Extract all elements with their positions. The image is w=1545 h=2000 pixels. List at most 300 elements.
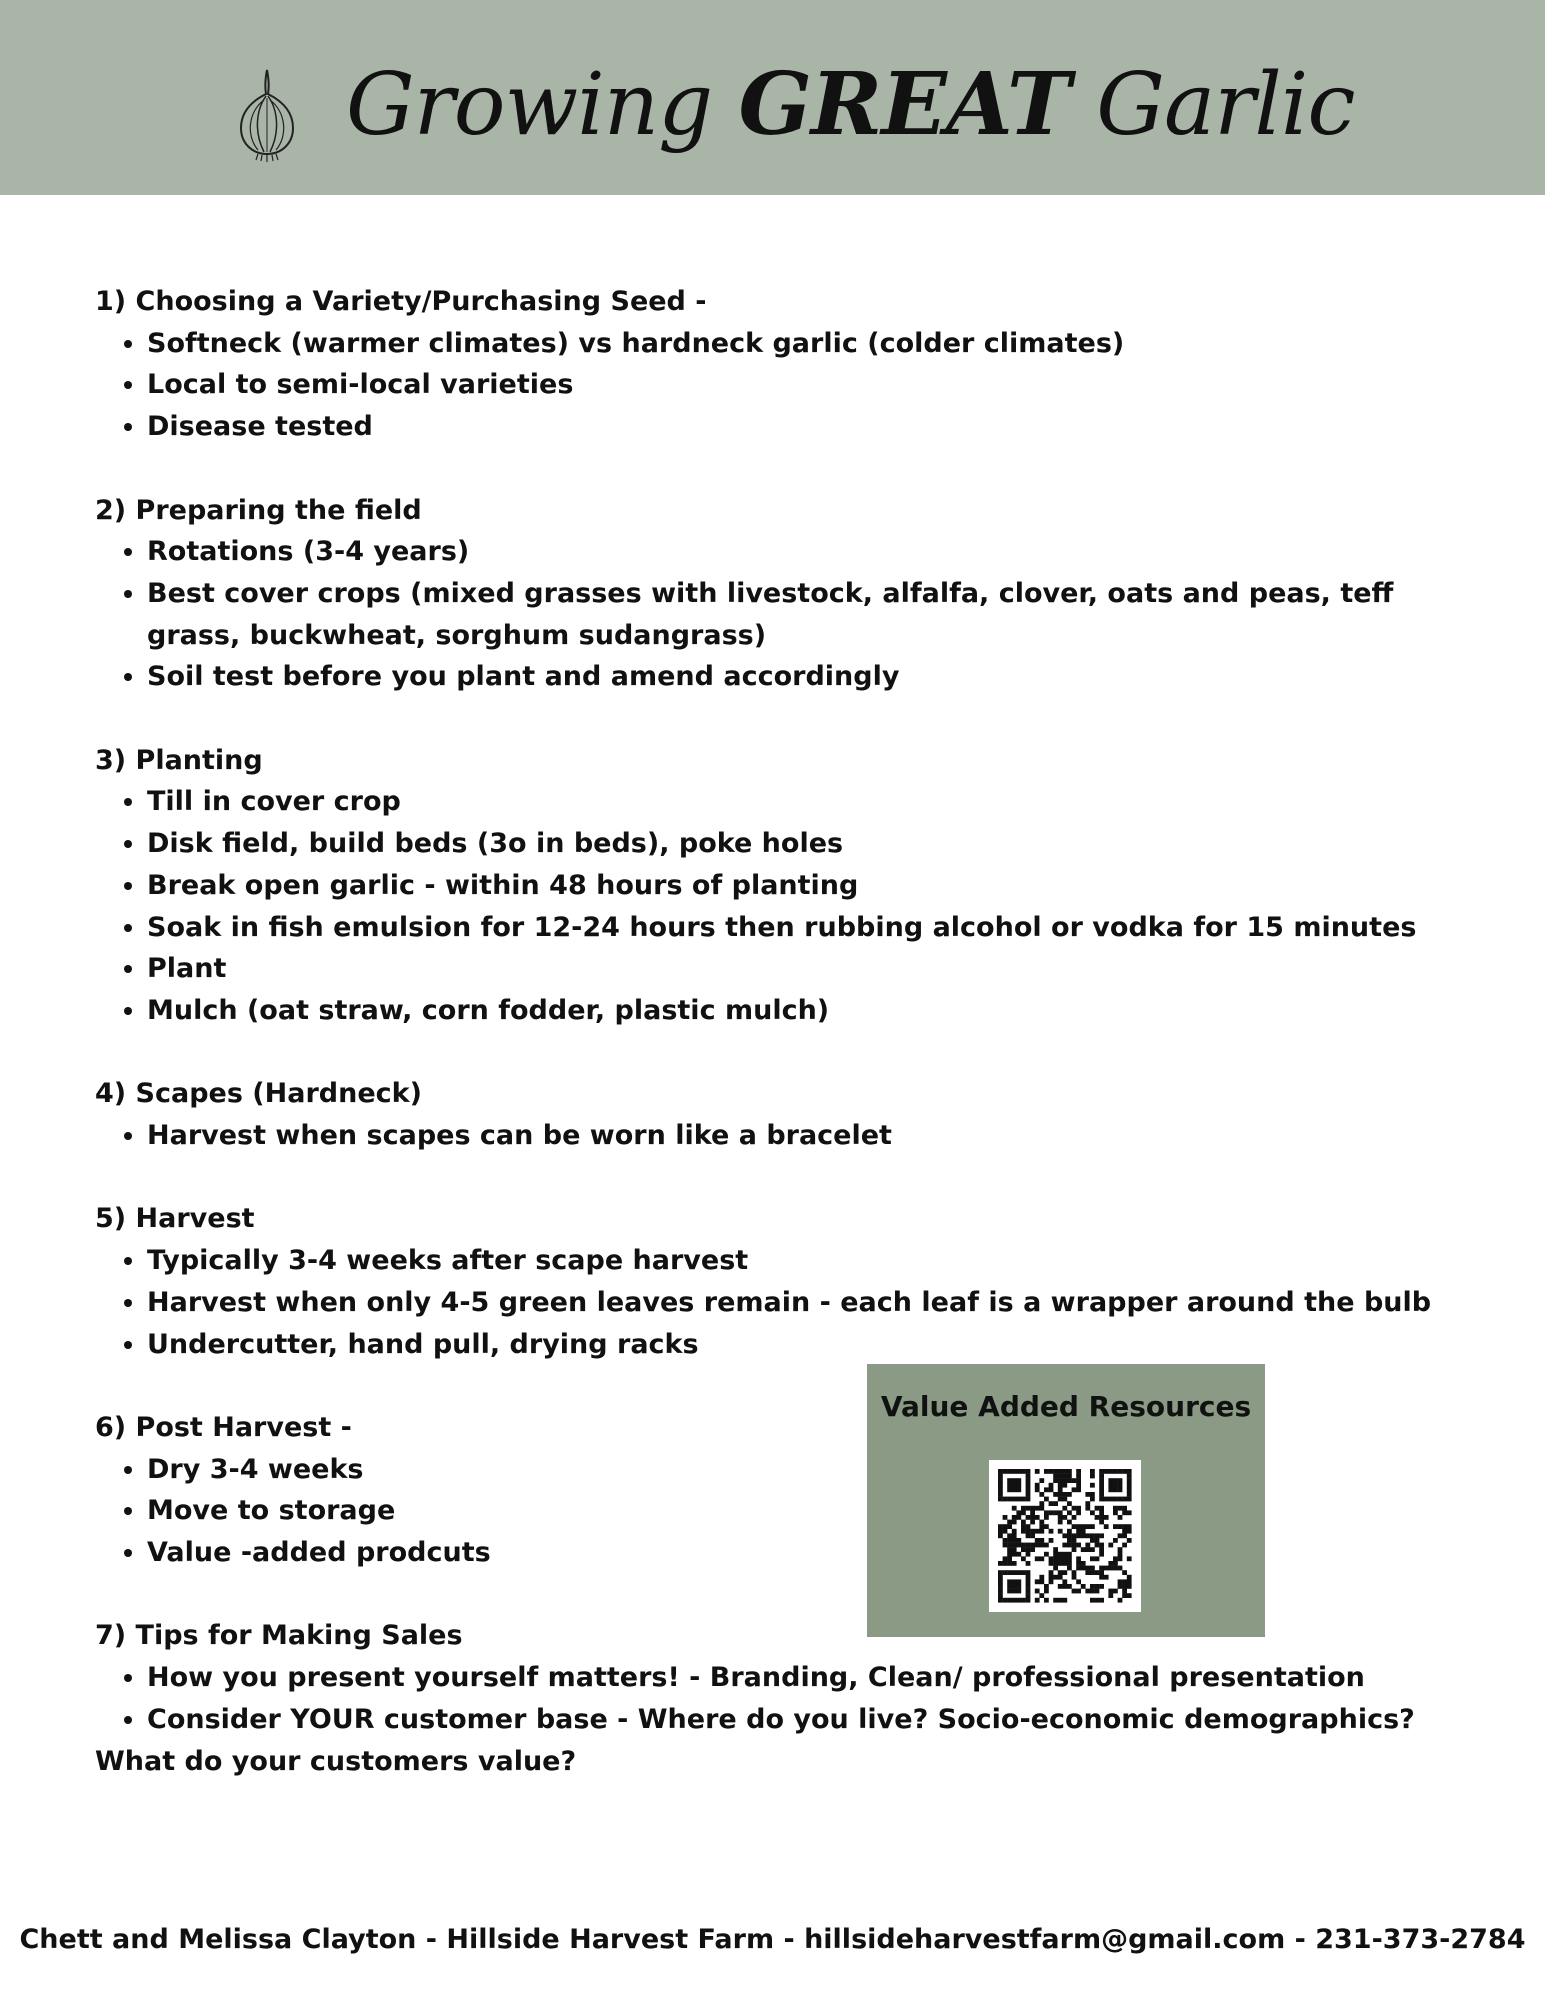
qr-module	[1044, 1515, 1049, 1520]
qr-module	[1127, 1469, 1132, 1474]
qr-module	[1003, 1497, 1008, 1502]
qr-module	[1090, 1492, 1095, 1497]
qr-module	[1012, 1543, 1017, 1548]
qr-module	[1026, 1474, 1031, 1479]
qr-module	[998, 1575, 1003, 1580]
qr-module	[1021, 1510, 1026, 1515]
qr-module	[1021, 1570, 1026, 1575]
qr-module	[1072, 1478, 1077, 1483]
list-item: • Till in cover crop	[147, 781, 1475, 823]
qr-module	[1085, 1492, 1090, 1497]
qr-module	[1118, 1552, 1123, 1557]
qr-module	[1003, 1529, 1008, 1534]
qr-module	[1007, 1552, 1012, 1557]
qr-module	[1099, 1515, 1104, 1520]
qr-module	[1113, 1506, 1118, 1511]
list-item: • Harvest when scapes can be worn like a bracelet	[147, 1115, 1475, 1157]
qr-module	[1081, 1533, 1086, 1538]
qr-module	[1127, 1492, 1132, 1497]
qr-module	[1090, 1524, 1095, 1529]
qr-module	[1044, 1552, 1049, 1557]
qr-module	[1076, 1543, 1081, 1548]
qr-module	[1012, 1561, 1017, 1566]
qr-module	[1049, 1483, 1054, 1488]
qr-module	[1113, 1487, 1118, 1492]
qr-module	[1007, 1547, 1012, 1552]
qr-module	[1007, 1533, 1012, 1538]
qr-module	[1076, 1469, 1081, 1474]
qr-module	[1076, 1529, 1081, 1534]
section-title: 7) Tips for Making Sales	[95, 1620, 463, 1652]
qr-module	[1021, 1524, 1026, 1529]
qr-module	[1003, 1570, 1008, 1575]
qr-module	[1090, 1566, 1095, 1571]
list-item: • Soak in fish emulsion for 12-24 hours then rubbing alcohol or vodka for 15 minutes	[147, 907, 1475, 949]
qr-module	[1053, 1575, 1058, 1580]
qr-module	[998, 1478, 1003, 1483]
qr-module	[1039, 1520, 1044, 1525]
qr-module	[1099, 1510, 1104, 1515]
qr-module	[1104, 1497, 1109, 1502]
bullet-list	[95, 1240, 1475, 1365]
qr-module	[1016, 1570, 1021, 1575]
qr-module	[1127, 1584, 1132, 1589]
qr-module	[1035, 1538, 1040, 1543]
qr-module	[1062, 1543, 1067, 1548]
qr-module	[1039, 1524, 1044, 1529]
qr-module	[1072, 1547, 1077, 1552]
qr-module	[1035, 1506, 1040, 1511]
main-content	[95, 281, 1475, 1824]
qr-module	[1058, 1570, 1063, 1575]
bullet-list	[95, 1115, 1475, 1157]
qr-module	[1049, 1487, 1054, 1492]
qr-module	[1090, 1483, 1095, 1488]
qr-module	[1039, 1593, 1044, 1598]
footer-contact: Chett and Melissa Clayton - Hillside Harvest Farm - hillsideharvestfarm@gmail.com - 231-373-2784	[19, 1924, 1526, 1955]
qr-module	[1108, 1543, 1113, 1548]
qr-module	[1049, 1538, 1054, 1543]
qr-module	[1127, 1483, 1132, 1488]
qr-module	[1118, 1533, 1123, 1538]
qr-module	[1035, 1589, 1040, 1594]
qr-module	[1026, 1561, 1031, 1566]
qr-module	[1049, 1469, 1054, 1474]
section-title: 6) Post Harvest -	[95, 1411, 352, 1443]
qr-module	[1007, 1538, 1012, 1543]
qr-module	[1085, 1501, 1090, 1506]
list-item: • Disk field, build beds (3o in beds), poke holes	[147, 823, 1475, 865]
qr-module	[1007, 1598, 1012, 1603]
qr-module	[1035, 1598, 1040, 1603]
section-title: 1) Choosing a Variety/Purchasing Seed -	[95, 286, 707, 317]
qr-module	[1012, 1533, 1017, 1538]
qr-module	[998, 1584, 1003, 1589]
qr-module	[1108, 1483, 1113, 1488]
qr-module	[1067, 1529, 1072, 1534]
list-item: • Rotations (3-4 years)	[147, 531, 1475, 573]
qr-module	[1076, 1561, 1081, 1566]
qr-module	[1099, 1547, 1104, 1552]
qr-module	[1030, 1547, 1035, 1552]
qr-module	[1127, 1478, 1132, 1483]
qr-module	[1118, 1478, 1123, 1483]
qr-module	[1072, 1487, 1077, 1492]
qr-module	[1090, 1556, 1095, 1561]
qr-module	[1108, 1593, 1113, 1598]
qr-module	[998, 1487, 1003, 1492]
section-scapes	[95, 1073, 1475, 1156]
qr-module	[1003, 1543, 1008, 1548]
qr-module	[1076, 1487, 1081, 1492]
qr-module	[1090, 1533, 1095, 1538]
qr-module	[1058, 1552, 1063, 1557]
qr-module	[1039, 1556, 1044, 1561]
qr-module	[1127, 1497, 1132, 1502]
qr-module	[1049, 1570, 1054, 1575]
qr-module	[1049, 1529, 1054, 1534]
qr-module	[1099, 1533, 1104, 1538]
qr-module	[1067, 1566, 1072, 1571]
qr-module	[1062, 1570, 1067, 1575]
header-banner	[0, 0, 1545, 195]
qr-module	[1122, 1497, 1127, 1502]
qr-module	[1007, 1584, 1012, 1589]
qr-module	[1039, 1478, 1044, 1483]
qr-module	[1012, 1552, 1017, 1557]
section-title: 5) Harvest	[95, 1203, 255, 1235]
qr-module	[1067, 1561, 1072, 1566]
qr-module	[1003, 1515, 1008, 1520]
qr-module	[1122, 1543, 1127, 1548]
qr-module	[1076, 1533, 1081, 1538]
qr-module	[1016, 1515, 1021, 1520]
qr-module	[1118, 1469, 1123, 1474]
qr-module	[1007, 1469, 1012, 1474]
qr-module	[1076, 1510, 1081, 1515]
qr-module	[1076, 1483, 1081, 1488]
qr-module	[1030, 1510, 1035, 1515]
qr-module	[1127, 1524, 1132, 1529]
qr-module	[1127, 1593, 1132, 1598]
qr-module	[1062, 1506, 1067, 1511]
qr-module	[1062, 1552, 1067, 1557]
qr-module	[998, 1497, 1003, 1502]
qr-module	[1003, 1469, 1008, 1474]
qr-module	[1039, 1579, 1044, 1584]
qr-module	[1118, 1497, 1123, 1502]
qr-module	[1012, 1487, 1017, 1492]
qr-module	[1058, 1497, 1063, 1502]
qr-module	[1072, 1570, 1077, 1575]
qr-module	[1127, 1529, 1132, 1534]
qr-module	[1067, 1543, 1072, 1548]
qr-module	[1104, 1575, 1109, 1580]
qr-module	[1095, 1543, 1100, 1548]
qr-module	[1044, 1497, 1049, 1502]
qr-module	[1099, 1483, 1104, 1488]
qr-module	[1062, 1492, 1067, 1497]
qr-module	[1104, 1566, 1109, 1571]
qr-module	[1053, 1561, 1058, 1566]
qr-module	[1053, 1556, 1058, 1561]
qr-module	[1044, 1469, 1049, 1474]
qr-module	[1099, 1478, 1104, 1483]
list-item: • Consider YOUR customer base - Where do you live? Socio-economic demographics?	[147, 1699, 1475, 1741]
qr-module	[1058, 1529, 1063, 1534]
qr-code-graphic	[989, 1460, 1141, 1612]
qr-module	[1118, 1566, 1123, 1571]
qr-module	[1095, 1556, 1100, 1561]
list-item: • Typically 3-4 weeks after scape harvest	[147, 1240, 1475, 1282]
qr-module	[1113, 1524, 1118, 1529]
qr-module	[1095, 1515, 1100, 1520]
qr-module	[1118, 1598, 1123, 1603]
qr-module	[1127, 1575, 1132, 1580]
qr-module	[1007, 1520, 1012, 1525]
qr-module	[1090, 1474, 1095, 1479]
qr-module	[1122, 1533, 1127, 1538]
title-part-growing: Growing	[346, 55, 739, 155]
qr-module	[1090, 1598, 1095, 1603]
qr-module	[1067, 1474, 1072, 1479]
list-item: • Plant	[147, 948, 1475, 990]
qr-module	[1099, 1570, 1104, 1575]
qr-module	[1007, 1524, 1012, 1529]
qr-module	[1118, 1524, 1123, 1529]
qr-module	[1108, 1497, 1113, 1502]
qr-module	[1118, 1556, 1123, 1561]
list-item: • Best cover crops (mixed grasses with livestock, alfalfa, clover, oats and peas, teff grass, buckwheat, sorghum sudangrass)	[147, 573, 1475, 656]
qr-module	[1067, 1533, 1072, 1538]
qr-module	[1026, 1487, 1031, 1492]
qr-module	[1127, 1579, 1132, 1584]
qr-module	[1090, 1589, 1095, 1594]
qr-module	[1090, 1497, 1095, 1502]
qr-module	[1044, 1543, 1049, 1548]
qr-module	[1021, 1556, 1026, 1561]
qr-module	[998, 1492, 1003, 1497]
qr-module	[1122, 1524, 1127, 1529]
qr-module	[1076, 1524, 1081, 1529]
qr-module	[1085, 1543, 1090, 1548]
qr-module	[1026, 1593, 1031, 1598]
qr-module	[1118, 1515, 1123, 1520]
qr-module	[1035, 1515, 1040, 1520]
qr-module	[1030, 1533, 1035, 1538]
qr-module	[1067, 1538, 1072, 1543]
qr-module	[1108, 1566, 1113, 1571]
qr-module	[1035, 1579, 1040, 1584]
qr-module	[1062, 1598, 1067, 1603]
qr-module	[1039, 1575, 1044, 1580]
list-item: • Local to semi-local varieties	[147, 364, 1475, 406]
qr-module	[998, 1529, 1003, 1534]
qr-module	[1016, 1598, 1021, 1603]
qr-module	[1007, 1497, 1012, 1502]
list-item: • Soil test before you plant and amend accordingly	[147, 656, 1475, 698]
title-part-great: GREAT	[738, 54, 1070, 155]
qr-module	[1049, 1575, 1054, 1580]
list-item: • Dry 3-4 weeks	[147, 1449, 1475, 1491]
qr-module	[998, 1598, 1003, 1603]
qr-module	[1058, 1483, 1063, 1488]
qr-module	[1007, 1579, 1012, 1584]
qr-module	[1012, 1506, 1017, 1511]
qr-module	[998, 1474, 1003, 1479]
qr-module	[1035, 1543, 1040, 1548]
qr-module	[1030, 1543, 1035, 1548]
qr-module	[1108, 1589, 1113, 1594]
qr-module	[1012, 1598, 1017, 1603]
qr-code-icon[interactable]	[989, 1460, 1141, 1612]
qr-module	[1053, 1510, 1058, 1515]
qr-module	[1058, 1598, 1063, 1603]
list-item: • How you present yourself matters! - Branding, Clean/ professional presentation	[147, 1657, 1475, 1699]
qr-module	[1076, 1566, 1081, 1571]
qr-module	[1127, 1556, 1132, 1561]
list-item: • Move to storage	[147, 1490, 1475, 1532]
qr-module	[1016, 1552, 1021, 1557]
list-item: • Mulch (oat straw, corn fodder, plastic mulch)	[147, 990, 1475, 1032]
qr-module	[1122, 1584, 1127, 1589]
qr-module	[1113, 1478, 1118, 1483]
title-part-garlic: Garlic	[1069, 55, 1355, 155]
qr-module	[1026, 1506, 1031, 1511]
qr-module	[1053, 1469, 1058, 1474]
qr-module	[998, 1579, 1003, 1584]
qr-module	[1099, 1543, 1104, 1548]
garlic-icon	[236, 66, 298, 162]
qr-module	[1085, 1570, 1090, 1575]
qr-module	[1016, 1543, 1021, 1548]
qr-module	[1104, 1515, 1109, 1520]
qr-module	[1016, 1584, 1021, 1589]
qr-module	[1016, 1497, 1021, 1502]
qr-module	[1026, 1543, 1031, 1548]
qr-module	[1090, 1469, 1095, 1474]
qr-module	[1026, 1589, 1031, 1594]
qr-module	[1021, 1598, 1026, 1603]
qr-module	[1058, 1474, 1063, 1479]
qr-module	[1095, 1598, 1100, 1603]
qr-module	[1062, 1561, 1067, 1566]
qr-module	[1081, 1547, 1086, 1552]
qr-module	[1026, 1598, 1031, 1603]
qr-module	[1099, 1598, 1104, 1603]
qr-module	[1062, 1474, 1067, 1479]
qr-module	[1021, 1469, 1026, 1474]
qr-module	[1099, 1520, 1104, 1525]
section-planting	[95, 740, 1475, 1032]
qr-module	[1016, 1487, 1021, 1492]
qr-module	[1085, 1506, 1090, 1511]
qr-module	[1039, 1492, 1044, 1497]
qr-module	[1003, 1556, 1008, 1561]
qr-module	[1067, 1552, 1072, 1557]
qr-module	[1113, 1510, 1118, 1515]
bullet-list	[95, 781, 1475, 1031]
qr-module	[1007, 1570, 1012, 1575]
qr-module	[1026, 1524, 1031, 1529]
qr-module	[1053, 1552, 1058, 1557]
qr-module	[1058, 1520, 1063, 1525]
bullet-list	[95, 1657, 1475, 1740]
qr-module	[1012, 1515, 1017, 1520]
qr-module	[1026, 1492, 1031, 1497]
qr-module	[1118, 1584, 1123, 1589]
qr-module	[1085, 1589, 1090, 1594]
qr-module	[1081, 1524, 1086, 1529]
list-item: • Break open garlic - within 48 hours of planting	[147, 865, 1475, 907]
qr-module	[1044, 1598, 1049, 1603]
qr-module	[1044, 1524, 1049, 1529]
value-added-resources-box	[867, 1364, 1265, 1637]
qr-module	[1058, 1510, 1063, 1515]
qr-module	[1007, 1556, 1012, 1561]
qr-module	[1053, 1547, 1058, 1552]
qr-module	[1122, 1589, 1127, 1594]
qr-module	[1030, 1506, 1035, 1511]
list-item: • Softneck (warmer climates) vs hardneck garlic (colder climates)	[147, 323, 1475, 365]
qr-module	[1081, 1566, 1086, 1571]
qr-module	[1095, 1570, 1100, 1575]
qr-module	[1026, 1584, 1031, 1589]
qr-module	[1053, 1492, 1058, 1497]
resources-title: Value Added Resources	[880, 1390, 1252, 1423]
qr-module	[1062, 1469, 1067, 1474]
qr-module	[1035, 1469, 1040, 1474]
qr-module	[1099, 1566, 1104, 1571]
qr-module	[998, 1570, 1003, 1575]
qr-module	[1021, 1506, 1026, 1511]
qr-module	[1122, 1579, 1127, 1584]
qr-module	[1067, 1501, 1072, 1506]
qr-module	[1058, 1556, 1063, 1561]
qr-module	[998, 1483, 1003, 1488]
qr-module	[1113, 1483, 1118, 1488]
qr-module	[1026, 1552, 1031, 1557]
qr-module	[1012, 1547, 1017, 1552]
qr-module	[1003, 1561, 1008, 1566]
qr-module	[1062, 1533, 1067, 1538]
qr-module	[1007, 1487, 1012, 1492]
qr-module	[1035, 1487, 1040, 1492]
qr-module	[1026, 1533, 1031, 1538]
qr-module	[1058, 1575, 1063, 1580]
section-sales-tips	[95, 1615, 1475, 1782]
qr-module	[1049, 1501, 1054, 1506]
qr-module	[1122, 1510, 1127, 1515]
qr-module	[1058, 1584, 1063, 1589]
qr-module	[1016, 1579, 1021, 1584]
qr-module	[1058, 1492, 1063, 1497]
qr-module	[1003, 1524, 1008, 1529]
qr-module	[998, 1533, 1003, 1538]
qr-module	[1049, 1510, 1054, 1515]
qr-module	[1076, 1506, 1081, 1511]
qr-module	[1095, 1589, 1100, 1594]
qr-module	[1076, 1556, 1081, 1561]
qr-module	[1012, 1538, 1017, 1543]
qr-module	[1021, 1543, 1026, 1548]
list-item: • Disease tested	[147, 406, 1475, 448]
qr-module	[1076, 1478, 1081, 1483]
qr-module	[1099, 1584, 1104, 1589]
section-post-harvest	[95, 1407, 1475, 1574]
qr-module	[1090, 1584, 1095, 1589]
qr-module	[1095, 1584, 1100, 1589]
